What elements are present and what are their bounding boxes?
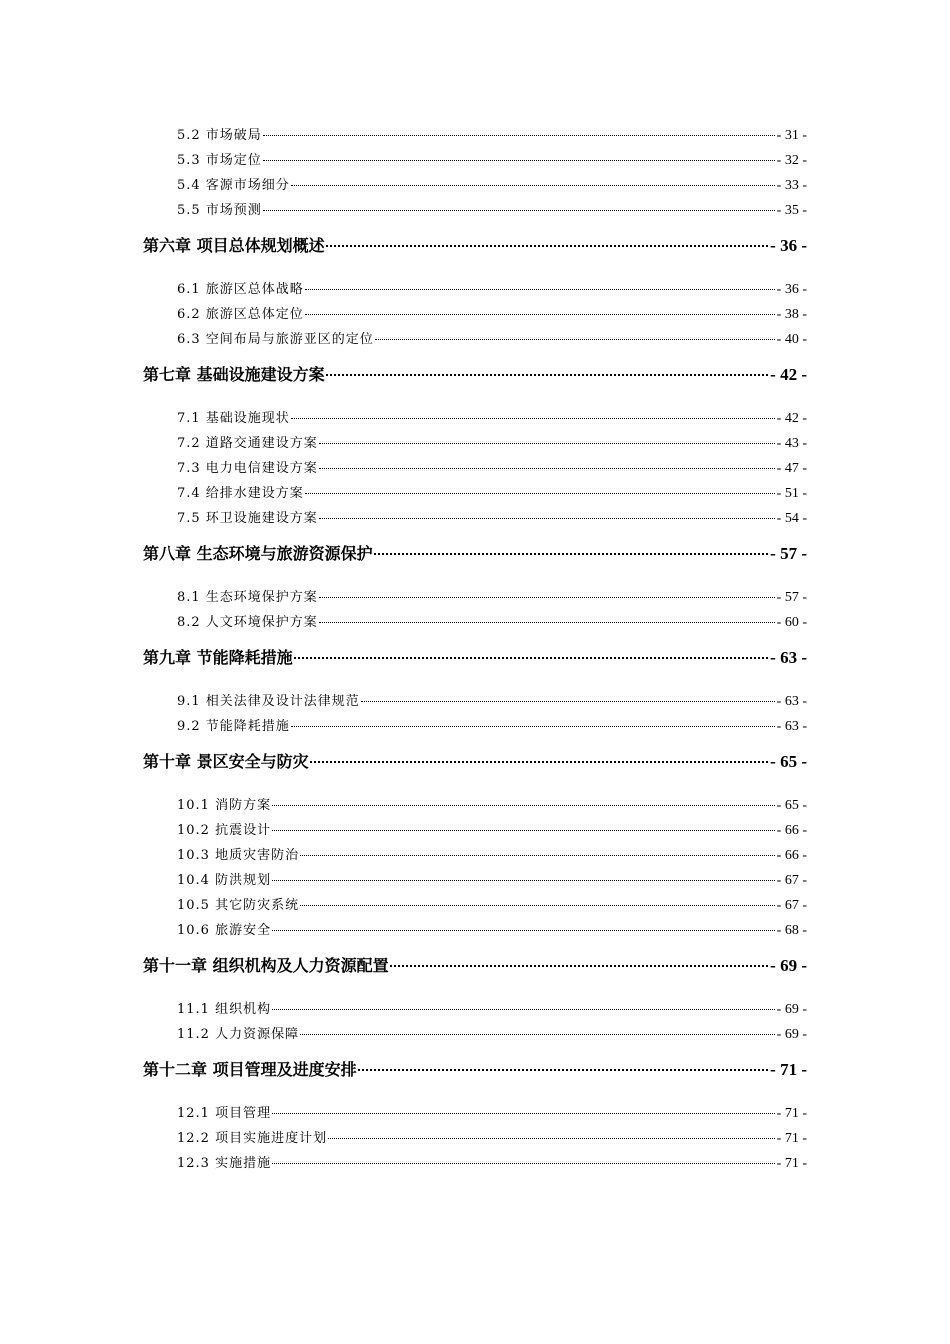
toc-section-entry[interactable] [143, 1022, 807, 1047]
dot-leader [305, 289, 775, 290]
toc-section-entry[interactable] [143, 431, 807, 456]
toc-entry-title: 6.2 旅游区总体定位 [177, 307, 304, 322]
toc-page-number: - 71 - [776, 1106, 807, 1121]
toc-section-entry[interactable] [143, 148, 807, 173]
toc-entry-title: 12.2 项目实施进度计划 [177, 1131, 328, 1146]
toc-entry-title: 5.2 市场破局 [177, 128, 262, 143]
toc-section-entry[interactable] [143, 918, 807, 943]
toc-section-entry[interactable] [143, 997, 807, 1022]
toc-page-number: - 51 - [776, 486, 807, 501]
toc-page-number: - 69 - [770, 956, 807, 975]
toc-entry-title: 6.1 旅游区总体战略 [177, 282, 304, 297]
dot-leader [305, 493, 775, 494]
toc-page-number: - 66 - [776, 848, 807, 863]
dot-leader [272, 1163, 775, 1164]
toc-page-number: - 65 - [770, 752, 807, 771]
toc-section-entry[interactable] [143, 714, 807, 739]
toc-page-number: - 67 - [776, 873, 807, 888]
toc-page-number: - 67 - [776, 898, 807, 913]
toc-entry-title: 第十一章 组织机构及人力资源配置 [143, 956, 389, 975]
toc-page-number: - 63 - [776, 719, 807, 734]
toc-chapter-entry[interactable] [143, 951, 807, 981]
toc-page-number: - 60 - [776, 615, 807, 630]
toc-entry-title: 10.1 消防方案 [177, 798, 272, 813]
dot-leader [319, 468, 775, 469]
toc-section-entry[interactable] [143, 1101, 807, 1126]
toc-entry-title: 7.3 电力电信建设方案 [177, 461, 318, 476]
toc-page-number: - 63 - [776, 694, 807, 709]
toc-page-number: - 43 - [776, 436, 807, 451]
dot-leader [328, 1138, 775, 1139]
table-of-contents [143, 123, 807, 1176]
dot-leader [291, 726, 775, 727]
toc-page-number: - 42 - [776, 411, 807, 426]
toc-section-entry[interactable] [143, 277, 807, 302]
toc-page-number: - 33 - [776, 178, 807, 193]
toc-page-number: - 68 - [776, 923, 807, 938]
toc-entry-title: 第六章 项目总体规划概述 [143, 236, 325, 255]
toc-entry-title: 第八章 生态环境与旅游资源保护 [143, 544, 373, 563]
toc-page-number: - 57 - [776, 590, 807, 605]
toc-chapter-entry[interactable] [143, 360, 807, 390]
dot-leader [358, 1069, 769, 1071]
toc-page-number: - 32 - [776, 153, 807, 168]
dot-leader [291, 418, 775, 419]
toc-entry-title: 12.3 实施措施 [177, 1156, 272, 1171]
dot-leader [272, 1009, 775, 1010]
toc-section-entry[interactable] [143, 585, 807, 610]
toc-page-number: - 69 - [776, 1027, 807, 1042]
toc-section-entry[interactable] [143, 406, 807, 431]
dot-leader [272, 830, 775, 831]
toc-entry-title: 7.1 基础设施现状 [177, 411, 290, 426]
toc-entry-title: 第十章 景区安全与防灾 [143, 752, 309, 771]
toc-section-entry[interactable] [143, 689, 807, 714]
dot-leader [361, 701, 775, 702]
toc-page-number: - 38 - [776, 307, 807, 322]
toc-entry-title: 11.1 组织机构 [177, 1002, 272, 1017]
toc-section-entry[interactable] [143, 1126, 807, 1151]
toc-page-number: - 35 - [776, 203, 807, 218]
toc-entry-title: 10.3 地质灾害防治 [177, 848, 300, 863]
dot-leader [326, 245, 769, 247]
toc-chapter-entry[interactable] [143, 747, 807, 777]
toc-section-entry[interactable] [143, 793, 807, 818]
dot-leader [319, 518, 775, 519]
toc-page-number: - 36 - [770, 236, 807, 255]
toc-page-number: - 69 - [776, 1002, 807, 1017]
toc-page-number: - 57 - [770, 544, 807, 563]
toc-entry-title: 10.2 抗震设计 [177, 823, 272, 838]
dot-leader [375, 339, 775, 340]
toc-page-number: - 71 - [776, 1131, 807, 1146]
toc-section-entry[interactable] [143, 327, 807, 352]
dot-leader [319, 443, 775, 444]
toc-section-entry[interactable] [143, 123, 807, 148]
toc-section-entry[interactable] [143, 1151, 807, 1176]
toc-section-entry[interactable] [143, 506, 807, 531]
toc-section-entry[interactable] [143, 173, 807, 198]
toc-page-number: - 31 - [776, 128, 807, 143]
toc-chapter-entry[interactable] [143, 539, 807, 569]
toc-entry-title: 5.5 市场预测 [177, 203, 262, 218]
toc-chapter-entry[interactable] [143, 231, 807, 261]
dot-leader [326, 374, 769, 376]
dot-leader [310, 761, 769, 763]
toc-page-number: - 42 - [770, 365, 807, 384]
toc-entry-title: 12.1 项目管理 [177, 1106, 272, 1121]
toc-entry-title: 第七章 基础设施建设方案 [143, 365, 325, 384]
toc-section-entry[interactable] [143, 818, 807, 843]
toc-page-number: - 47 - [776, 461, 807, 476]
toc-entry-title: 11.2 人力资源保障 [177, 1027, 300, 1042]
toc-page-number: - 71 - [776, 1156, 807, 1171]
dot-leader [272, 1113, 775, 1114]
toc-section-entry[interactable] [143, 893, 807, 918]
toc-page-number: - 36 - [776, 282, 807, 297]
dot-leader [319, 622, 775, 623]
toc-section-entry[interactable] [143, 481, 807, 506]
dot-leader [291, 185, 775, 186]
dot-leader [263, 135, 775, 136]
toc-section-entry[interactable] [143, 843, 807, 868]
toc-entry-title: 8.1 生态环境保护方案 [177, 590, 318, 605]
toc-page-number: - 71 - [770, 1060, 807, 1079]
toc-section-entry[interactable] [143, 456, 807, 481]
toc-entry-title: 7.4 给排水建设方案 [177, 486, 304, 501]
dot-leader [263, 160, 775, 161]
toc-entry-title: 10.4 防洪规划 [177, 873, 272, 888]
toc-section-entry[interactable] [143, 302, 807, 327]
toc-entry-title: 5.3 市场定位 [177, 153, 262, 168]
toc-entry-title: 7.2 道路交通建设方案 [177, 436, 318, 451]
dot-leader [374, 553, 769, 555]
toc-page-number: - 54 - [776, 511, 807, 526]
dot-leader [272, 880, 775, 881]
toc-entry-title: 第十二章 项目管理及进度安排 [143, 1060, 357, 1079]
dot-leader [263, 210, 775, 211]
toc-entry-title: 10.5 其它防灾系统 [177, 898, 300, 913]
toc-page-number: - 63 - [770, 648, 807, 667]
toc-page-number: - 40 - [776, 332, 807, 347]
toc-entry-title: 10.6 旅游安全 [177, 923, 272, 938]
toc-chapter-entry[interactable] [143, 1055, 807, 1085]
toc-entry-title: 9.1 相关法律及设计法律规范 [177, 694, 360, 709]
toc-page-number: - 65 - [776, 798, 807, 813]
dot-leader [305, 314, 775, 315]
toc-section-entry[interactable] [143, 610, 807, 635]
dot-leader [300, 905, 775, 906]
toc-entry-title: 7.5 环卫设施建设方案 [177, 511, 318, 526]
dot-leader [294, 657, 769, 659]
dot-leader [319, 597, 775, 598]
dot-leader [390, 965, 769, 967]
toc-section-entry[interactable] [143, 198, 807, 223]
toc-entry-title: 5.4 客源市场细分 [177, 178, 290, 193]
toc-entry-title: 8.2 人文环境保护方案 [177, 615, 318, 630]
dot-leader [300, 1034, 775, 1035]
dot-leader [300, 855, 775, 856]
dot-leader [272, 805, 775, 806]
toc-entry-title: 6.3 空间布局与旅游亚区的定位 [177, 332, 374, 347]
toc-entry-title: 9.2 节能降耗措施 [177, 719, 290, 734]
toc-chapter-entry[interactable] [143, 643, 807, 673]
toc-page-number: - 66 - [776, 823, 807, 838]
toc-entry-title: 第九章 节能降耗措施 [143, 648, 293, 667]
toc-section-entry[interactable] [143, 868, 807, 893]
dot-leader [272, 930, 775, 931]
